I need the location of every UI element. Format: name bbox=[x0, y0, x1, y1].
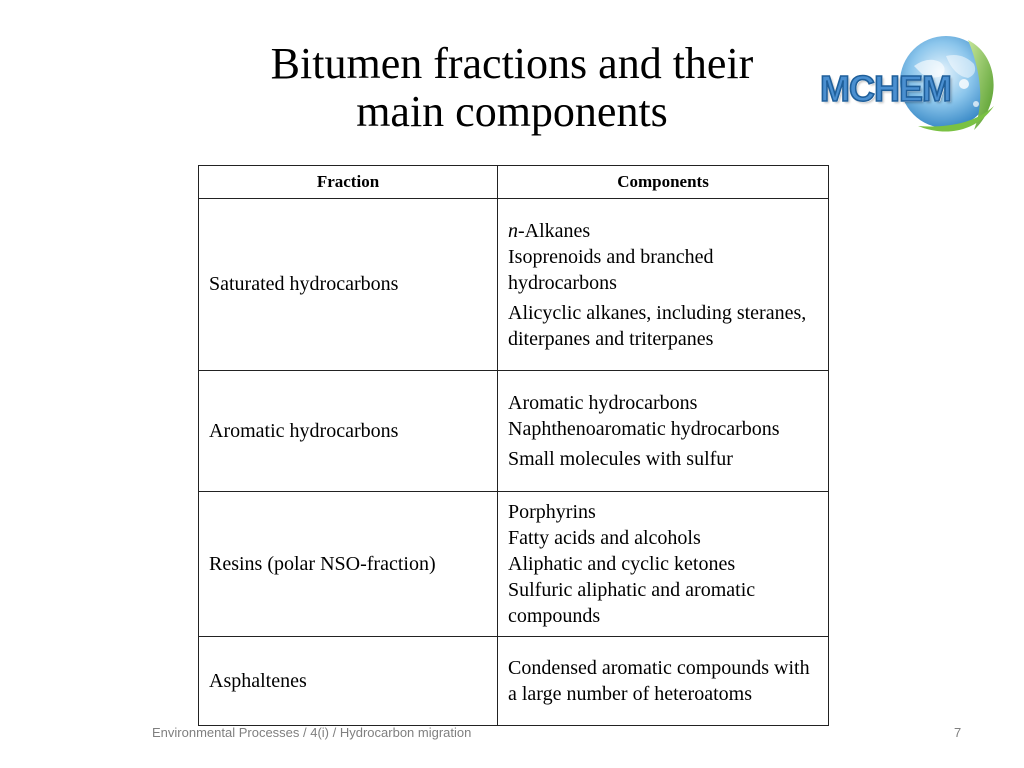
table-row bbox=[199, 199, 829, 371]
component-item: Small molecules with sulfur bbox=[508, 448, 733, 470]
component-item: Aliphatic and cyclic ketones bbox=[508, 553, 736, 575]
component-item: Alicyclic alkanes, including steranes, diterpanes and triterpanes bbox=[508, 301, 807, 350]
components-cell bbox=[498, 492, 829, 637]
table-row bbox=[199, 371, 829, 492]
header-fraction: Fraction bbox=[199, 166, 498, 199]
component-item bbox=[508, 218, 822, 244]
slide-title-line-1: Bitumen fractions and their bbox=[270, 39, 754, 88]
fraction-cell: Asphaltenes bbox=[199, 637, 498, 726]
fractions-table bbox=[198, 165, 829, 726]
fractions-table-container bbox=[198, 165, 828, 726]
component-item: Aromatic hydrocarbons bbox=[508, 392, 698, 414]
component-item: Porphyrins bbox=[508, 501, 596, 523]
logo-text: MCHEM bbox=[820, 68, 951, 109]
component-item: Isoprenoids and branched hydrocarbons bbox=[508, 245, 714, 294]
component-item: Sulfuric aliphatic and aromatic compounds bbox=[508, 579, 756, 627]
fraction-cell: Saturated hydrocarbons bbox=[199, 199, 498, 371]
component-italic-prefix: n bbox=[508, 219, 518, 242]
components-cell bbox=[498, 637, 829, 726]
component-text: -Alkanes bbox=[518, 219, 591, 242]
page-number: 7 bbox=[954, 725, 962, 740]
components-cell bbox=[498, 371, 829, 492]
table-row bbox=[199, 637, 829, 726]
footer-text: Environmental Processes / 4(i) / Hydrocarbon migration bbox=[152, 725, 472, 740]
component-item: Naphthenoaromatic hydrocarbons bbox=[508, 418, 780, 440]
components-cell bbox=[498, 199, 829, 371]
component-item: Condensed aromatic compounds with a large number of heteroatoms bbox=[508, 657, 810, 705]
mchem-logo bbox=[818, 26, 1002, 138]
table-header-row bbox=[199, 166, 829, 199]
slide-title bbox=[200, 40, 824, 136]
slide-title-line-2: main components bbox=[356, 87, 668, 136]
fraction-cell: Aromatic hydrocarbons bbox=[199, 371, 498, 492]
table-row bbox=[199, 492, 829, 637]
header-components: Components bbox=[498, 166, 829, 199]
fraction-cell: Resins (polar NSO-fraction) bbox=[199, 492, 498, 637]
component-item: Fatty acids and alcohols bbox=[508, 527, 701, 549]
